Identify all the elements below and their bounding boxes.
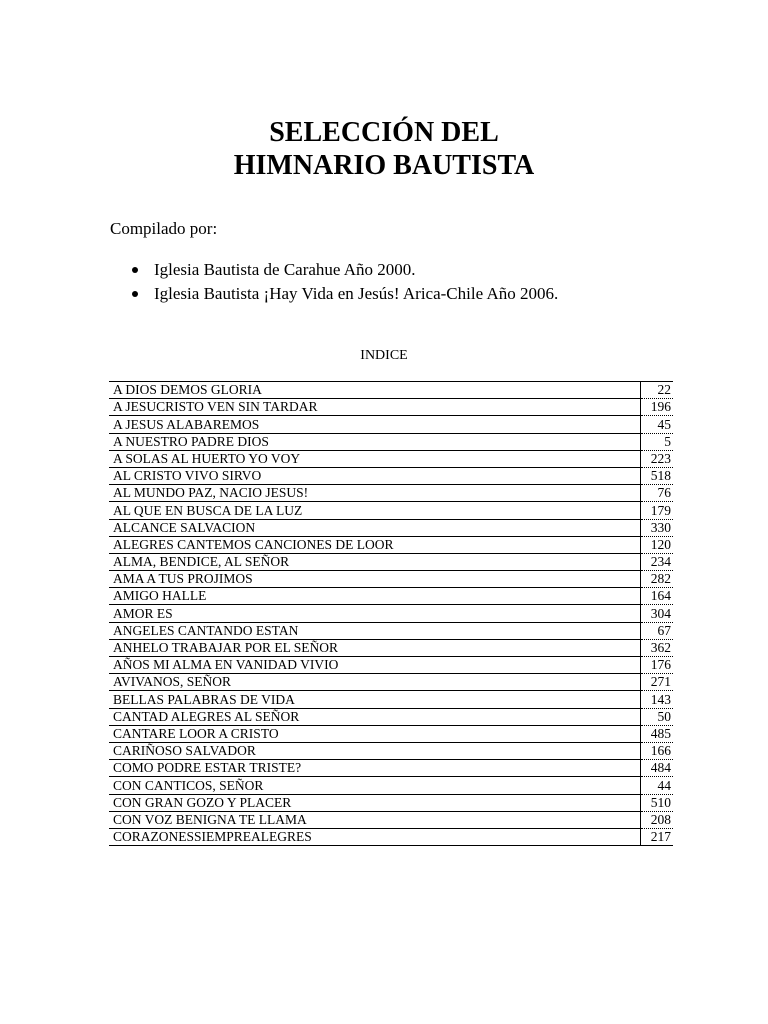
hymn-title: CON GRAN GOZO Y PLACER xyxy=(109,794,641,811)
hymn-title: ANHELO TRABAJAR POR EL SEÑOR xyxy=(109,639,641,656)
hymn-title: A DIOS DEMOS GLORIA xyxy=(109,382,641,399)
index-row xyxy=(109,382,673,399)
hymn-number: 176 xyxy=(641,657,674,674)
index-row xyxy=(109,605,673,622)
index-row xyxy=(109,519,673,536)
hymn-title: CANTAD ALEGRES AL SEÑOR xyxy=(109,708,641,725)
index-row xyxy=(109,674,673,691)
hymn-number: 179 xyxy=(641,502,674,519)
hymn-title: CARIÑOSO SALVADOR xyxy=(109,742,641,759)
index-row xyxy=(109,467,673,484)
hymn-title: ALMA, BENDICE, AL SEÑOR xyxy=(109,553,641,570)
hymn-number: 485 xyxy=(641,725,674,742)
hymn-number: 45 xyxy=(641,416,674,433)
hymn-number: 484 xyxy=(641,760,674,777)
compiler-item xyxy=(130,282,558,306)
hymn-number: 44 xyxy=(641,777,674,794)
index-row xyxy=(109,588,673,605)
hymn-title: ANGELES CANTANDO ESTAN xyxy=(109,622,641,639)
hymn-number: 362 xyxy=(641,639,674,656)
hymn-title: CORAZONESSIEMPREALEGRES xyxy=(109,828,641,845)
hymn-number: 217 xyxy=(641,828,674,845)
index-row xyxy=(109,536,673,553)
index-table xyxy=(109,381,673,846)
hymn-title: AÑOS MI ALMA EN VANIDAD VIVIO xyxy=(109,657,641,674)
index-row xyxy=(109,657,673,674)
index-row xyxy=(109,622,673,639)
index-row xyxy=(109,639,673,656)
hymn-title: AL QUE EN BUSCA DE LA LUZ xyxy=(109,502,641,519)
compiler-text: Iglesia Bautista ¡Hay Vida en Jesús! Arica-Chile Año 2006. xyxy=(154,284,559,303)
hymn-number: 164 xyxy=(641,588,674,605)
hymn-title: CON CANTICOS, SEÑOR xyxy=(109,777,641,794)
hymn-number: 518 xyxy=(641,467,674,484)
index-row xyxy=(109,553,673,570)
hymn-title: A NUESTRO PADRE DIOS xyxy=(109,433,641,450)
hymn-title: CANTARE LOOR A CRISTO xyxy=(109,725,641,742)
hymn-title: AMA A TUS PROJIMOS xyxy=(109,571,641,588)
hymn-number: 223 xyxy=(641,450,674,467)
title-line-2: HIMNARIO BAUTISTA xyxy=(233,150,535,181)
document-title xyxy=(0,116,768,182)
title-line-1: SELECCIÓN DEL xyxy=(269,117,499,148)
hymn-number: 143 xyxy=(641,691,674,708)
bullet-icon xyxy=(132,291,138,297)
hymn-title: COMO PODRE ESTAR TRISTE? xyxy=(109,760,641,777)
index-row xyxy=(109,502,673,519)
hymn-number: 271 xyxy=(641,674,674,691)
hymn-number: 510 xyxy=(641,794,674,811)
bullet-icon xyxy=(132,267,138,273)
compiled-by-label: Compilado por: xyxy=(110,219,218,238)
index-row xyxy=(109,571,673,588)
hymn-title: AVIVANOS, SEÑOR xyxy=(109,674,641,691)
hymn-title: AL MUNDO PAZ, NACIO JESUS! xyxy=(109,485,641,502)
hymn-title: A SOLAS AL HUERTO YO VOY xyxy=(109,450,641,467)
hymn-title: AL CRISTO VIVO SIRVO xyxy=(109,467,641,484)
hymn-number: 196 xyxy=(641,399,674,416)
index-row xyxy=(109,777,673,794)
index-heading: INDICE xyxy=(360,348,408,363)
hymn-title: ALCANCE SALVACION xyxy=(109,519,641,536)
hymn-title: BELLAS PALABRAS DE VIDA xyxy=(109,691,641,708)
hymn-number: 166 xyxy=(641,742,674,759)
index-row xyxy=(109,811,673,828)
index-row xyxy=(109,742,673,759)
hymn-number: 120 xyxy=(641,536,674,553)
hymn-number: 282 xyxy=(641,571,674,588)
hymn-title: A JESUS ALABAREMOS xyxy=(109,416,641,433)
index-row xyxy=(109,450,673,467)
hymn-number: 5 xyxy=(641,433,674,450)
hymn-number: 234 xyxy=(641,553,674,570)
hymn-title: ALEGRES CANTEMOS CANCIONES DE LOOR xyxy=(109,536,641,553)
hymn-number: 67 xyxy=(641,622,674,639)
hymn-title: CON VOZ BENIGNA TE LLAMA xyxy=(109,811,641,828)
index-row xyxy=(109,433,673,450)
hymn-number: 208 xyxy=(641,811,674,828)
index-row xyxy=(109,485,673,502)
index-row xyxy=(109,794,673,811)
compiler-text: Iglesia Bautista de Carahue Año 2000. xyxy=(154,260,416,279)
hymn-number: 330 xyxy=(641,519,674,536)
index-row xyxy=(109,760,673,777)
hymn-title: AMIGO HALLE xyxy=(109,588,641,605)
index-row xyxy=(109,828,673,845)
index-row xyxy=(109,708,673,725)
index-row xyxy=(109,416,673,433)
index-row xyxy=(109,725,673,742)
hymn-number: 22 xyxy=(641,382,674,399)
hymn-number: 76 xyxy=(641,485,674,502)
hymn-title: AMOR ES xyxy=(109,605,641,622)
hymn-number: 304 xyxy=(641,605,674,622)
compiler-item xyxy=(130,258,558,282)
index-row xyxy=(109,399,673,416)
compilers-list xyxy=(130,258,558,306)
hymn-title: A JESUCRISTO VEN SIN TARDAR xyxy=(109,399,641,416)
index-row xyxy=(109,691,673,708)
hymn-number: 50 xyxy=(641,708,674,725)
